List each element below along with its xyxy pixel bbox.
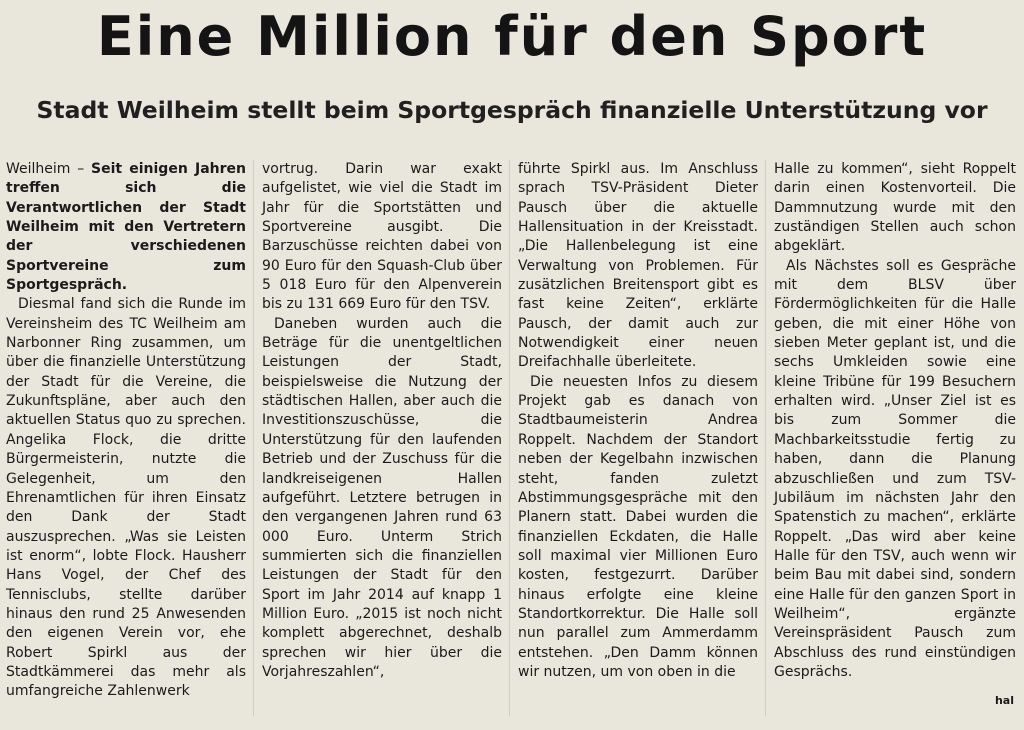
body-paragraph: vortrug. Darin war exakt aufgelistet, wie viel die Stadt im Jahr für die Sportstätten und Sportvereine ausgibt. Die Barzuschüsse reichten dabei von 90 Euro für den Squash-Club über 5 018 Euro für den Alpenverein bis zu 131 669 Euro für den TSV. bbox=[262, 161, 502, 313]
body-paragraph: führte Spirkl aus. Im Anschluss sprach TSV-Präsident Dieter Pausch über die aktuelle Hallensituation in der Kreisstadt. „Die Hallenbelegung ist eine Verwaltung von Problemen. Für zusätzlichen Breitensport gibt es fast keine Zeiten“, erklärte Pausch, der damit auch zur Notwendigkeit einer neuen Dreifachhalle überleitete. bbox=[518, 161, 758, 371]
subheadline: Stadt Weilheim stellt beim Sportgespräch finanzielle Unterstützung vor bbox=[36, 96, 988, 124]
dateline: Weilheim – bbox=[6, 161, 91, 177]
body-paragraph: Als Nächstes soll es Gespräche mit dem BLSV über Fördermöglichkeiten für die Halle geben, die mit einer Höhe von sieben Meter geplant ist, und die sechs Umkleiden sowie eine kleine Tribüne für 199 Besuchern erhalten wird. „Unser Ziel ist es bis zum Sommer die Machbarkeitsstudie fertig zu haben, dann die Planung abzuschließen und zum TSV-Jubiläum im nächsten Jahr den Spatenstich zu machen“, erklärte Roppelt. „Das wird aber keine Halle für den TSV, auch wenn wir beim Bau mit dabei sind, sondern eine Halle für den ganzen Sport in Weilheim“, ergänzte Vereinspräsident Pausch zum Abschluss des rund einstündigen Gesprächs. bbox=[774, 257, 1016, 680]
body-paragraph: Die neuesten Infos zu diesem Projekt gab es danach von Stadtbaumeisterin Andrea Roppelt. Nachdem der Standort neben der Kegelbahn inzwischen steht, fanden zuletzt Abstimmungsgespräche mit den Planern statt. Dabei wurden die finanziellen Eckdaten, die Halle soll maximal vier Millionen Euro kosten, festgezurrt. Darüber hinaus erfolgte eine kleine Standortkorrektur. Die Halle soll nun parallel zum Ammerdamm entstehen. „Den Damm können wir nutzen, um von oben in die bbox=[518, 373, 758, 680]
column-divider bbox=[765, 160, 766, 716]
body-paragraph: Diesmal fand sich die Runde im Vereinsheim des TC Weilheim am Narbonner Ring zusammen, um über die finanzielle Unterstützung der Stadt für die Vereine, die Zukunftspläne, aber auch den aktuellen Status quo zu sprechen. Angelika Flock, die dritte Bürgermeisterin, nutzte die Gelegenheit, um den Ehrenamtlichen für ihren Einsatz den Dank der Stadt auszusprechen. „Was sie Leisten ist enorm“, lobte Flock. Hausherr Hans Vogel, der Chef des Tennisclubs, stellte darüber hinaus den rund 25 Anwesenden den eigenen Verein vor, ehe Robert Spirkl aus der Stadtkämmerei das mehr als umfangreiche Zahlenwerk bbox=[6, 296, 246, 700]
article-column-4 bbox=[774, 160, 1016, 720]
body-paragraph: Daneben wurden auch die Beträge für die unentgeltlichen Leistungen der Stadt, beispielsweise die Nutzung der städtischen Hallen, aber auch die Investitionszuschüsse, die Unterstützung für den laufenden Betrieb und der Zuschuss für die landkreiseigenen Hallen aufgeführt. Letztere betrugen in den vergangenen Jahren rund 63 000 Euro. Unterm Strich summierten sich die finanziellen Leistungen der Stadt für den Sport im Jahr 2014 auf knapp 1 Million Euro. „2015 ist noch nicht komplett abgerechnet, deshalb sprechen wir hier über die Vorjahreszahlen“, bbox=[262, 315, 502, 680]
column-divider bbox=[509, 160, 510, 716]
article-column-2 bbox=[262, 160, 502, 720]
column-divider bbox=[253, 160, 254, 716]
article-column-1 bbox=[6, 160, 246, 720]
body-paragraph: Halle zu kommen“, sieht Roppelt darin einen Kostenvorteil. Die Dammnutzung wurde mit den zuständigen Stellen auch schon abgeklärt. bbox=[774, 161, 1016, 255]
lead-paragraph bbox=[6, 160, 246, 295]
headline: Eine Million für den Sport bbox=[96, 5, 928, 68]
article-column-3 bbox=[518, 160, 758, 720]
author-byline: hal bbox=[994, 694, 1014, 707]
lead-text: Seit einigen Jahren treffen sich die Verantwortlichen der Stadt Weilheim mit den Vertretern der verschiedenen Sportvereine zum Sportgespräch. bbox=[6, 161, 246, 294]
